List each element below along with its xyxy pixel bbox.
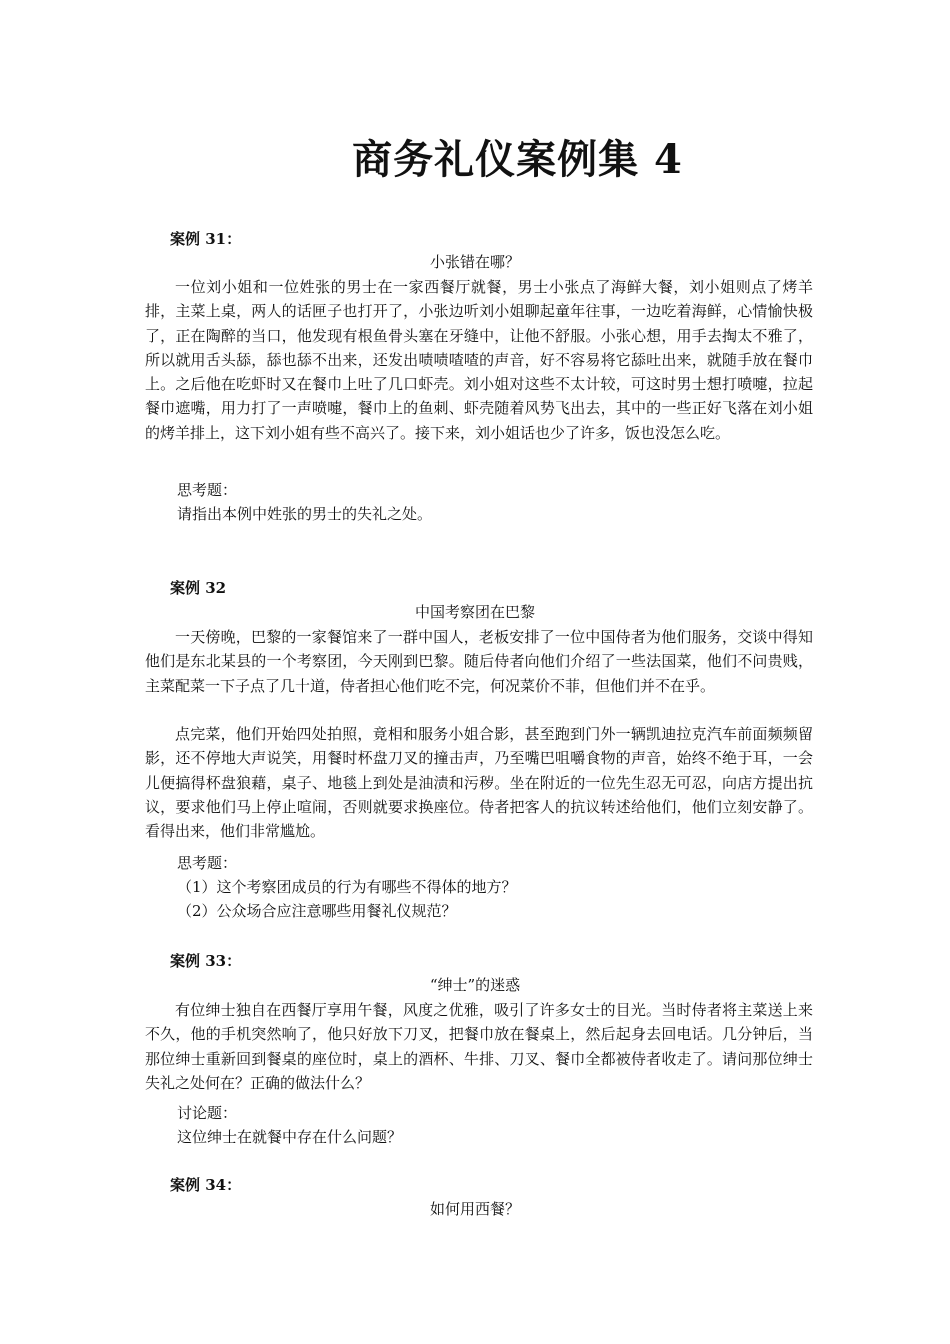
case-32-paragraph-2: 点完菜，他们开始四处拍照，竟相和服务小姐合影，甚至跑到门外一辆凯迪拉克汽车前面频频留影，还不停地大声说笑，用餐时杯盘刀叉的撞击声，乃至嘴巴咀嚼食物的声音，始终不绝于耳，一会儿便搞得杯盘狼藉，桌子、地毯上到处是油渍和污秽。坐在附近的一位先生忍无可忍，向店方提出抗议，要求他们马上停止喧闹，否则就要求换座位。侍者把客人的抗议转述给他们，他们立刻安静了。看得出来，他们非常尴尬。 (145, 725, 813, 841)
case-32-question-label: 思考题： (177, 854, 238, 872)
case-33-question: 这位绅士在就餐中存在什么问题？ (177, 1128, 403, 1146)
case-33-title: “绅士”的迷惑 (429, 976, 521, 994)
case-34-label: 案例 34： (170, 1176, 242, 1194)
case-33-paragraph: 有位绅士独自在西餐厅享用午餐，风度之优雅，吸引了许多女士的目光。当时侍者将主菜送上来不久，他的手机突然响了，他只好放下刀叉，把餐巾放在餐桌上，然后起身去回电话。几分钟后，当那位绅士重新回到餐桌的座位时，桌上的酒杯、牛排、刀叉、餐巾全都被侍者收走了。请问那位绅士失礼之处何在？正确的做法什么？ (145, 1001, 813, 1092)
page-title: 商务礼仪案例集 4 (352, 136, 683, 183)
case-32-label: 案例 32 (170, 579, 227, 597)
case-31-question-label: 思考题： (177, 481, 238, 499)
case-31-paragraph: 一位刘小姐和一位姓张的男士在一家西餐厅就餐，男士小张点了海鲜大餐，刘小姐则点了烤羊排，主菜上桌，两人的话匣子也打开了，小张边听刘小姐聊起童年往事，一边吃着海鲜，心情愉快极了，正在陶醉的当口，他发现有根鱼骨头塞在牙缝中，让他不舒服。小张心想，用手去掏太不雅了，所以就用舌头舔，舔也舔不出来，还发出啧啧喳喳的声音，好不容易将它舔吐出来，就随手放在餐巾上。之后他在吃虾时又在餐巾上吐了几口虾壳。刘小姐对这些不太计较，可这时男士想打喷嚏，拉起餐巾遮嘴，用力打了一声喷嚏，餐巾上的鱼刺、虾壳随着风势飞出去，其中的一些正好飞落在刘小姐的烤羊排上，这下刘小姐有些不高兴了。接下来，刘小姐话也少了许多，饭也没怎么吃。 (145, 278, 813, 442)
case-32-question-2: （2）公众场合应注意哪些用餐礼仪规范？ (177, 902, 457, 920)
case-31-question: 请指出本例中姓张的男士的失礼之处。 (177, 505, 433, 523)
case-32-question-1: （1）这个考察团成员的行为有哪些不得体的地方？ (177, 878, 517, 896)
case-33-label: 案例 33： (170, 952, 242, 970)
case-34-title: 如何用西餐？ (429, 1200, 520, 1218)
case-33-question-label: 讨论题： (177, 1104, 238, 1122)
case-31-title: 小张错在哪？ (429, 253, 520, 271)
case-31-label: 案例 31： (170, 230, 242, 248)
case-32-title: 中国考察团在巴黎 (414, 603, 535, 621)
case-32-paragraph-1: 一天傍晚，巴黎的一家餐馆来了一群中国人，老板安排了一位中国侍者为他们服务，交谈中得知他们是东北某县的一个考察团，今天刚到巴黎。随后侍者向他们介绍了一些法国菜，他们不问贵贱，主菜配菜一下子点了几十道，侍者担心他们吃不完，何况菜价不菲，但他们并不在乎。 (145, 628, 813, 695)
